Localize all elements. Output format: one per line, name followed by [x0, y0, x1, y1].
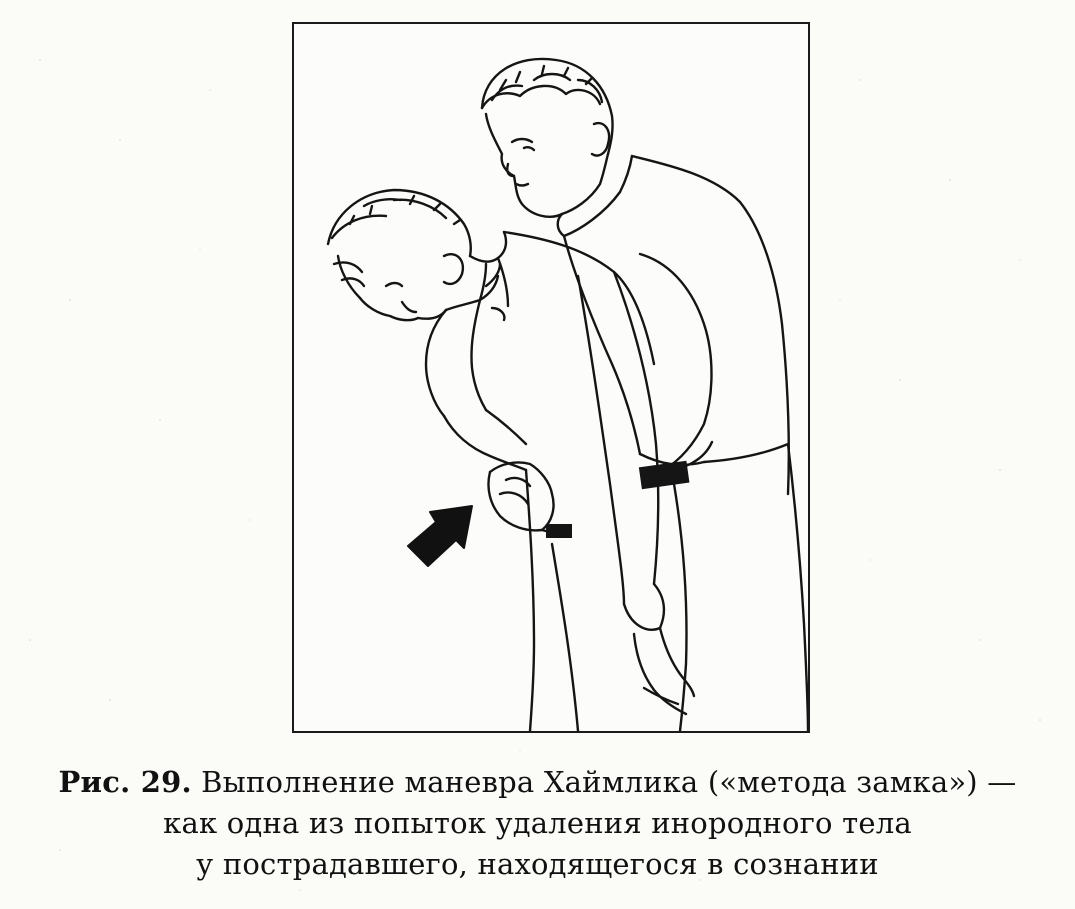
figure-caption	[0, 762, 1075, 885]
caption-line-2: как одна из попыток удаления инородного тела	[163, 806, 912, 840]
victim-figure	[328, 190, 694, 731]
caption-line-3: у пострадавшего, находящегося в сознании	[196, 847, 879, 881]
figure-illustration	[292, 22, 810, 733]
caption-line-1	[0, 762, 1075, 803]
caption-text-1: Выполнение маневра Хаймлика («метода замка») —	[201, 765, 1017, 799]
arrow-up-right-icon	[408, 506, 472, 566]
rescuer-figure	[482, 59, 808, 731]
figure-number: Рис. 29.	[58, 765, 192, 799]
heimlich-maneuver-illustration	[294, 24, 808, 731]
